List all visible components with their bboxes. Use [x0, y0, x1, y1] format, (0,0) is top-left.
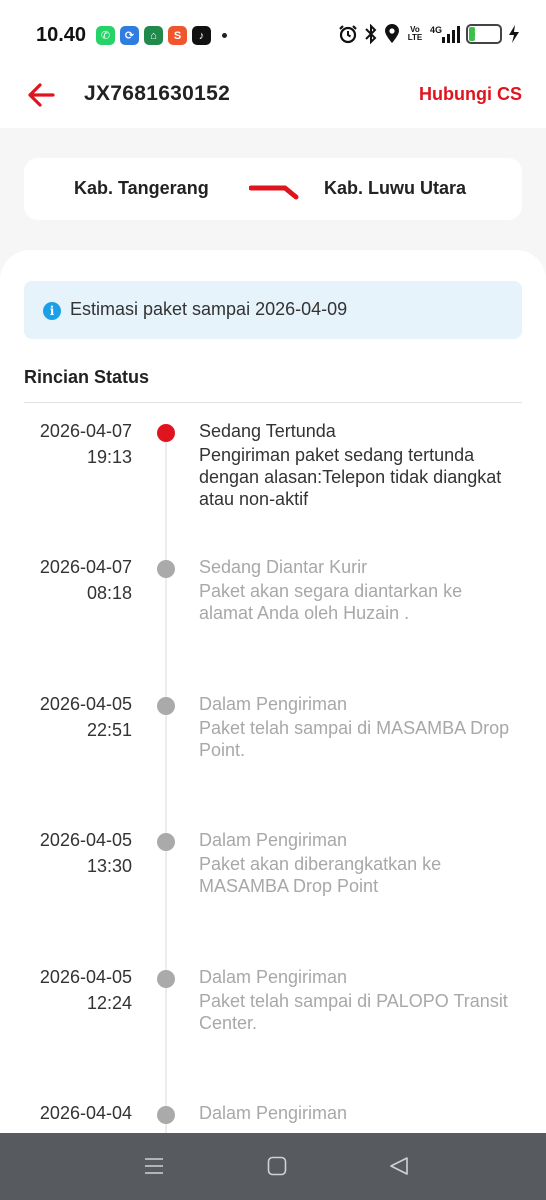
sync-app-icon: ⟳ — [120, 26, 139, 45]
status-dot — [157, 1106, 175, 1124]
system-icons — [338, 24, 520, 44]
event-date: 2026-04-05 — [39, 693, 132, 714]
event-datetime — [24, 964, 132, 1016]
status-bar — [0, 0, 546, 70]
system-navigation-bar — [0, 1133, 546, 1200]
event-description: Paket akan segara diantarkan ke alamat Anda oleh Huzain . — [199, 581, 463, 624]
current-status-dot — [157, 424, 175, 442]
destination-city: Kab. Luwu Utara — [324, 178, 467, 198]
status-dot — [157, 697, 175, 715]
event-title: Sedang Tertunda — [199, 421, 336, 441]
battery-level: 19 — [474, 27, 488, 41]
event-datetime — [24, 418, 132, 470]
location-icon — [384, 24, 400, 44]
event-date: 2026-04-04 — [39, 1103, 132, 1123]
tracking-number: JX7681630152 — [84, 82, 231, 105]
divider — [24, 402, 522, 403]
recent-apps-button[interactable] — [143, 1155, 165, 1177]
charging-icon — [508, 24, 520, 44]
event-title: Sedang Diantar Kurir — [199, 557, 368, 578]
event-datetime — [24, 554, 132, 606]
back-button[interactable] — [26, 80, 60, 110]
timeline-line — [165, 432, 167, 1200]
event-date: 2026-04-05 — [39, 830, 132, 851]
mosque-app-icon: ⌂ — [144, 26, 163, 45]
svg-text:4G: 4G — [430, 25, 443, 35]
status-dot — [157, 970, 175, 988]
back-arrow-icon — [26, 80, 56, 110]
event-title: Dalam Pengiriman — [199, 1103, 348, 1123]
origin-city: Kab. Tangerang — [74, 178, 209, 198]
route-card — [24, 158, 522, 220]
volte-indicator: Vo LTE — [407, 25, 423, 42]
home-button[interactable] — [266, 1155, 288, 1177]
info-icon: i — [43, 302, 61, 320]
signal-icon — [430, 24, 460, 44]
tiktok-icon: ♪ — [192, 26, 211, 45]
event-title: Dalam Pengiriman — [199, 693, 348, 714]
event-datetime — [24, 1100, 132, 1126]
event-datetime — [24, 827, 132, 879]
top-app-bar — [0, 70, 546, 128]
event-description: Paket telah sampai di MASAMBA Drop Point. — [199, 717, 510, 760]
event-date: 2026-04-07 — [39, 421, 132, 441]
event-description: Pengiriman paket sedang tertunda dengan alasan:Telepon tidak diangkat atau non-aktif — [199, 445, 502, 509]
event-title: Dalam Pengiriman — [199, 830, 348, 851]
event-description: Paket akan diberangkatkan ke MASAMBA Drop Point — [199, 854, 442, 897]
delivery-estimate-text: Estimasi paket sampai 2026-04-09 — [70, 299, 348, 319]
alarm-icon — [338, 24, 358, 44]
route-arrow-icon — [249, 177, 301, 201]
delivery-estimate-banner — [24, 281, 522, 339]
contact-cs-button[interactable]: Hubungi CS — [419, 84, 522, 104]
more-notifications-dot — [222, 33, 227, 38]
bluetooth-icon — [364, 24, 378, 44]
event-description: Paket telah sampai di PALOPO Transit Center. — [199, 990, 508, 1033]
event-time: 12:24 — [86, 992, 132, 1013]
section-title: Rincian Status — [24, 367, 150, 387]
status-dot — [157, 560, 175, 578]
notification-icons — [96, 26, 227, 45]
event-date: 2026-04-07 — [39, 557, 132, 578]
clock: 10.40 — [36, 24, 87, 46]
shopee-icon: S — [168, 26, 187, 45]
status-dot — [157, 833, 175, 851]
battery-indicator — [466, 24, 502, 44]
event-time: 08:18 — [86, 583, 132, 604]
back-nav-button[interactable] — [388, 1155, 410, 1177]
event-date: 2026-04-05 — [39, 966, 132, 987]
event-time: 22:51 — [86, 719, 132, 740]
status-panel — [0, 250, 546, 1200]
event-title: Dalam Pengiriman — [199, 966, 348, 987]
whatsapp-icon: ✆ — [96, 26, 115, 45]
event-time: 19:13 — [86, 447, 132, 467]
event-time: 13:30 — [86, 856, 132, 877]
event-datetime — [24, 691, 132, 743]
